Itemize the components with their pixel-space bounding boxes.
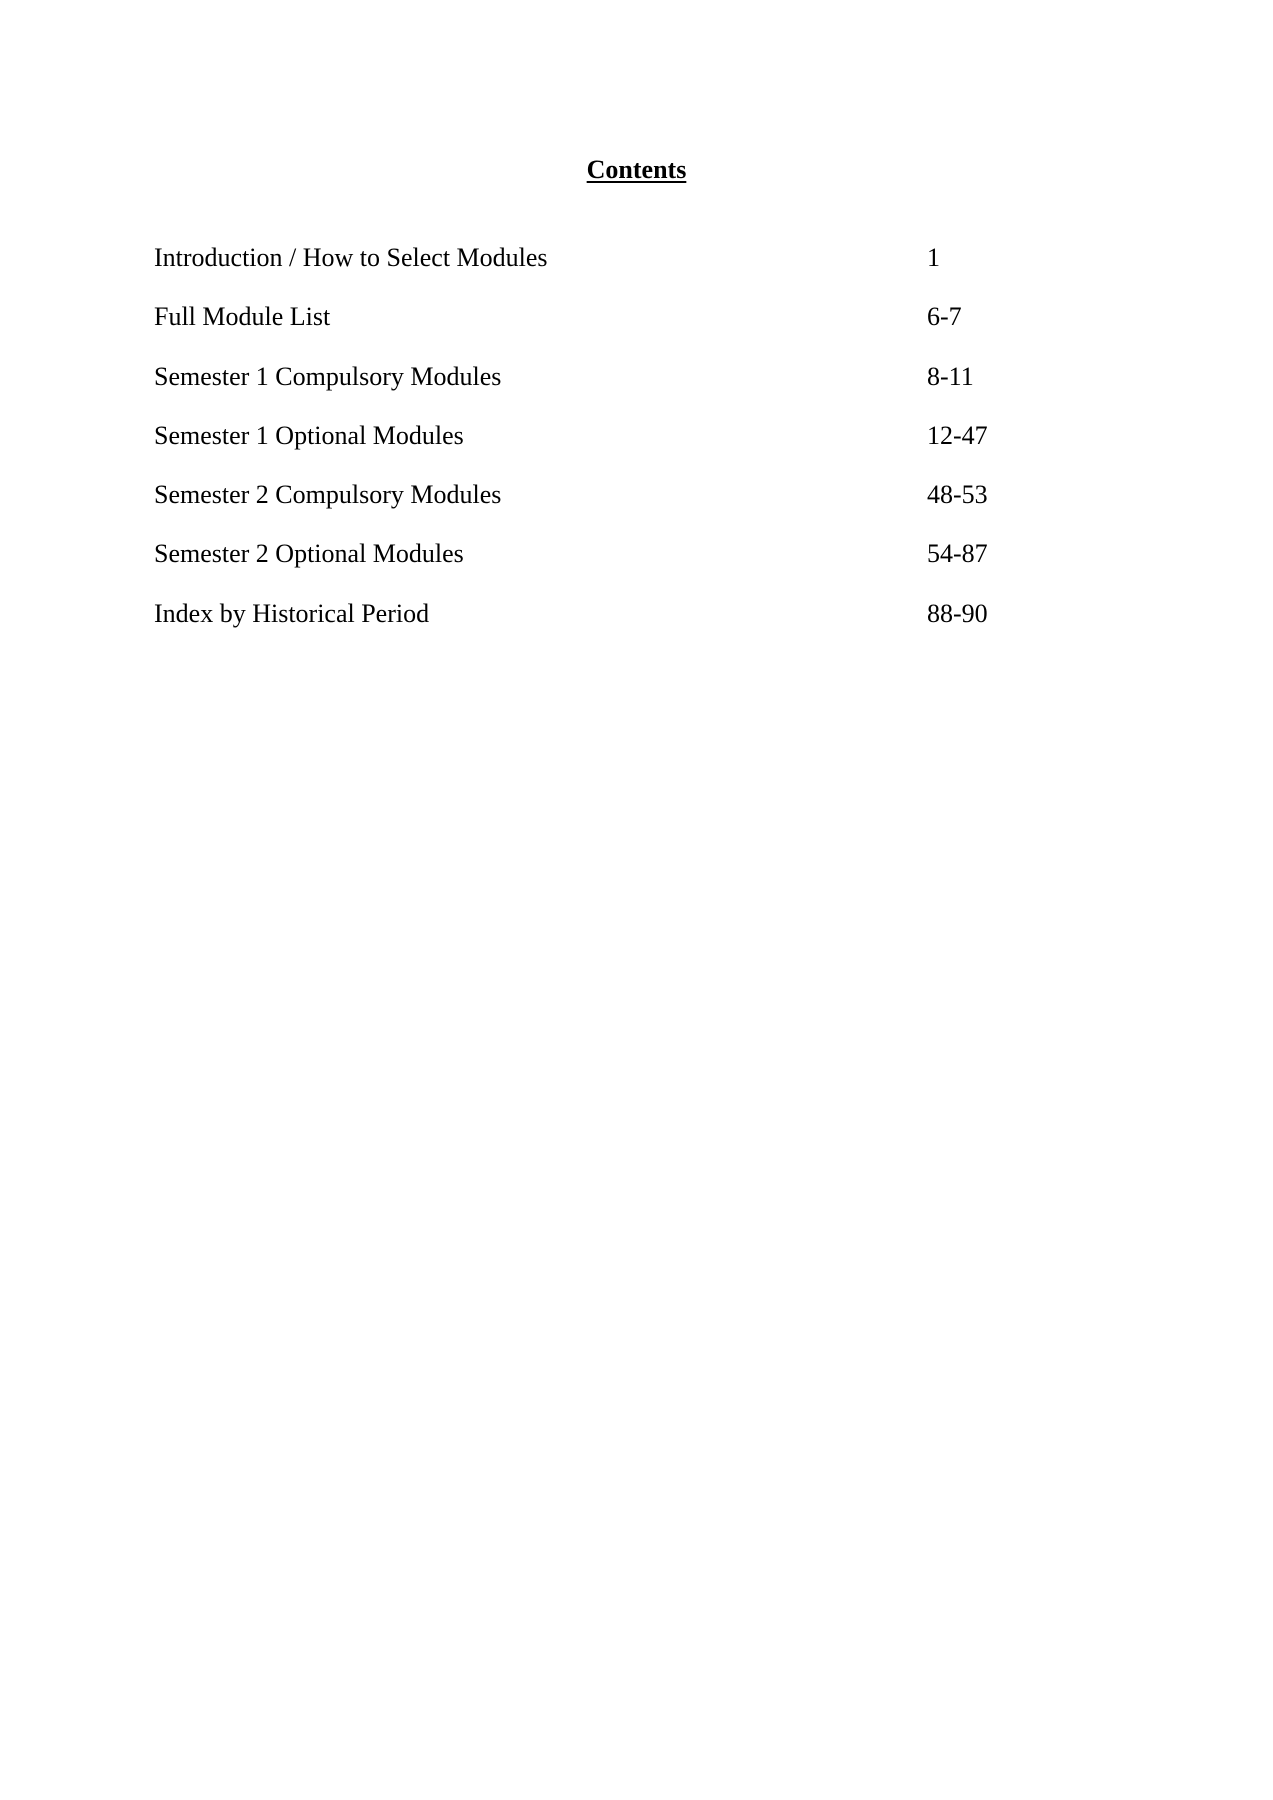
toc-entry-label: Semester 1 Optional Modules xyxy=(154,420,464,450)
toc-entry xyxy=(154,418,1054,477)
toc-entry xyxy=(154,299,1054,358)
toc-entry xyxy=(154,596,1054,655)
toc-entry-label: Full Module List xyxy=(154,302,331,332)
toc-entry xyxy=(154,240,1054,299)
toc-entry-label: Index by Historical Period xyxy=(154,598,430,628)
toc-entry-pages: 12-47 xyxy=(927,420,988,450)
toc-entry-label: Introduction / How to Select Modules xyxy=(154,243,548,272)
toc-entry-pages: 6-7 xyxy=(927,302,962,332)
toc-entry-pages: 8-11 xyxy=(927,361,974,391)
toc-entry-pages: 1 xyxy=(927,243,940,272)
toc-entry-label: Semester 2 Optional Modules xyxy=(154,539,464,569)
toc-entry-pages: 54-87 xyxy=(927,539,988,569)
table-of-contents xyxy=(154,240,1054,655)
toc-entry xyxy=(154,477,1054,536)
page-title: Contents xyxy=(586,155,687,184)
toc-entry-pages: 88-90 xyxy=(927,598,988,628)
toc-entry-pages: 48-53 xyxy=(927,480,988,510)
toc-entry-label: Semester 1 Compulsory Modules xyxy=(154,361,502,391)
toc-entry xyxy=(154,536,1054,595)
toc-entry xyxy=(154,359,1054,418)
toc-entry-label: Semester 2 Compulsory Modules xyxy=(154,480,502,510)
